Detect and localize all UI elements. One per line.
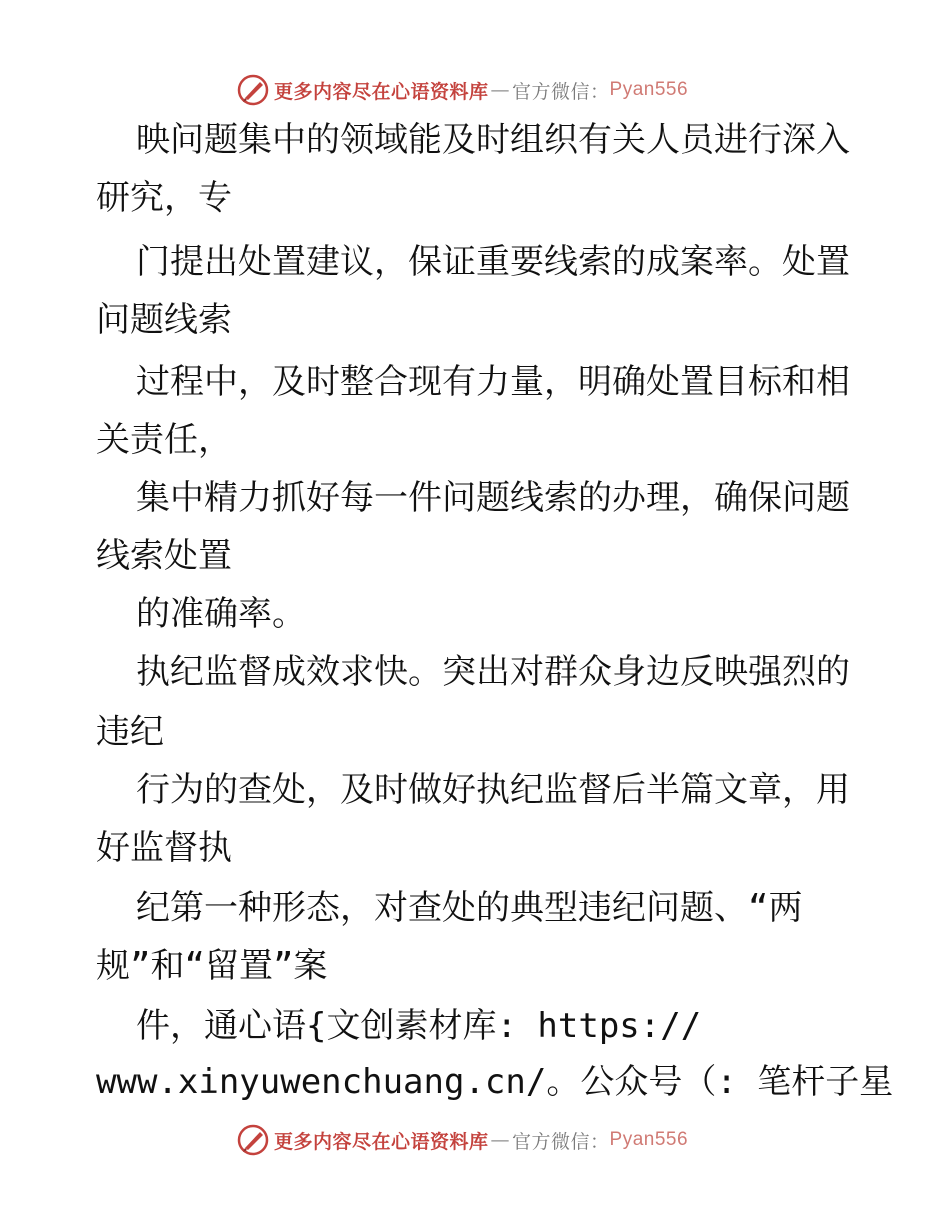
watermark-dash: — <box>490 79 511 101</box>
text-line: 的准确率。 <box>136 594 306 634</box>
watermark-site-text: 更多内容尽在心语资料库 <box>274 1130 489 1153</box>
header-watermark <box>236 72 688 108</box>
footer-watermark <box>236 1122 688 1158</box>
text-line: 门提出处置建议，保证重要线索的成案率。处置 <box>136 242 850 282</box>
text-line: 件，通心语{文创素材库: https:// <box>136 1006 702 1046</box>
text-line: 行为的查处，及时做好执纪监督后半篇文章，用 <box>136 770 850 810</box>
text-line: 过程中，及时整合现有力量，明确处置目标和相 <box>136 362 850 402</box>
watermark-wechat-label: 官方微信： <box>512 80 610 103</box>
text-line: 规”和“留置”案 <box>96 946 328 986</box>
text-line: www.xinyuwenchuang.cn/。公众号（: 笔杆子星 <box>96 1062 894 1102</box>
text-line: 研究，专 <box>96 178 232 218</box>
text-line: 集中精力抓好每一件问题线索的办理，确保问题 <box>136 478 850 518</box>
watermark-dash: — <box>490 1129 511 1151</box>
quill-pen-logo-icon <box>236 73 270 107</box>
text-line: 纪第一种形态，对查处的典型违纪问题、“两 <box>136 888 803 928</box>
watermark-wechat-id: Pyan556 <box>609 1129 689 1150</box>
watermark-wechat-label: 官方微信： <box>512 1130 610 1153</box>
text-line: 问题线索 <box>96 300 232 340</box>
text-line: 关责任， <box>96 420 232 460</box>
text-line: 映问题集中的领域能及时组织有关人员进行深入 <box>136 120 850 160</box>
watermark-site-text: 更多内容尽在心语资料库 <box>274 80 489 103</box>
text-line: 线索处置 <box>96 536 232 576</box>
quill-pen-logo-icon <box>236 1123 270 1157</box>
watermark-wechat-id: Pyan556 <box>609 79 689 100</box>
text-line: 好监督执 <box>96 828 232 868</box>
text-line: 执纪监督成效求快。突出对群众身边反映强烈的 <box>136 652 850 692</box>
text-line: 违纪 <box>96 712 164 752</box>
